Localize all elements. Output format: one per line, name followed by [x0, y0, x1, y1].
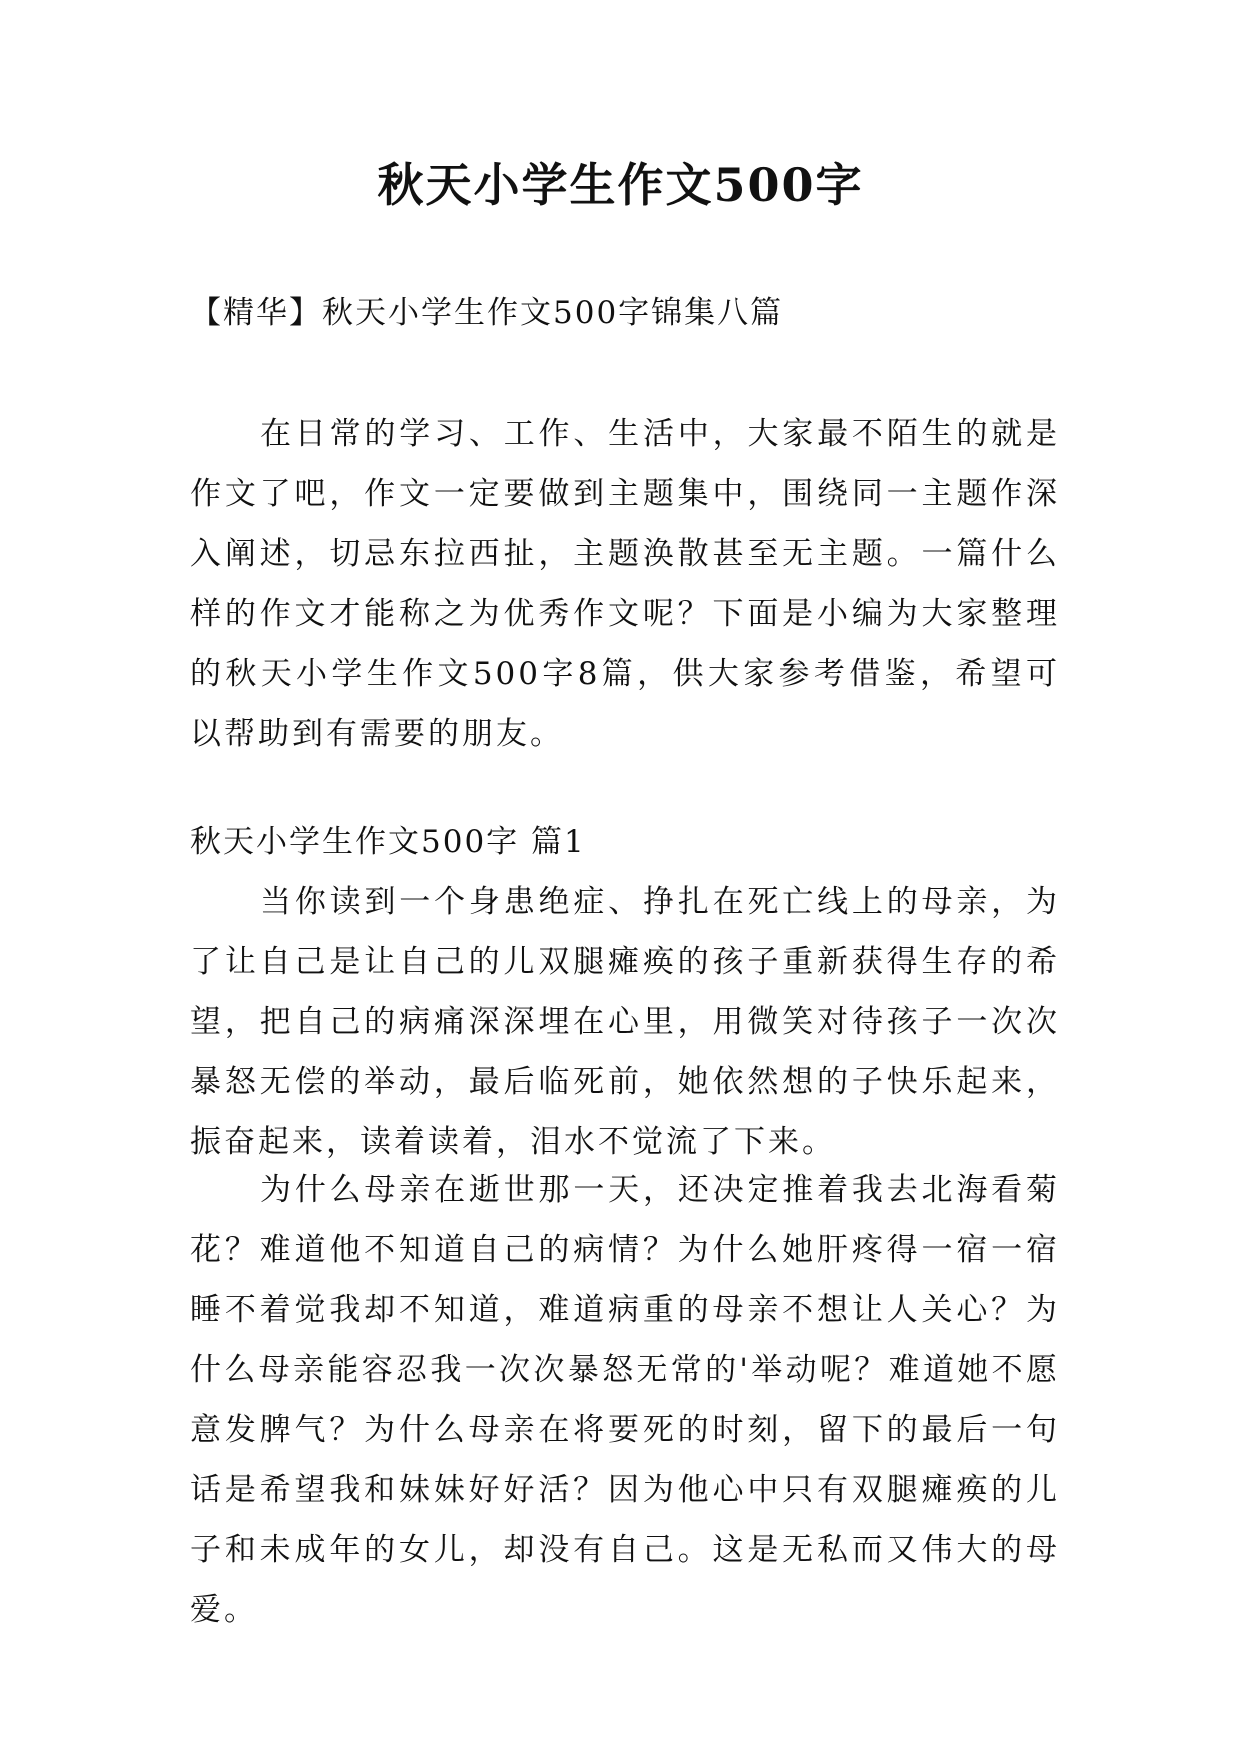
page-title: 秋天小学生作文500字 — [377, 158, 864, 212]
body-paragraph-1: 当你读到一个身患绝症、挣扎在死亡线上的母亲，为了让自己是让自己的儿双腿瘫痪的孩子重新获得生存的希望，把自己的病痛深深埋在心里，用微笑对待孩子一次次暴怒无偿的举动，最后临死前，她依然想的子快乐起来，振奋起来，读着读着，泪水不觉流了下来。 — [190, 884, 1060, 1160]
document-subtitle: 【精华】秋天小学生作文500字锦集八篇 — [190, 295, 784, 331]
body-paragraph-2: 为什么母亲在逝世那一天，还决定推着我去北海看菊花？难道他不知道自己的病情？为什么她肝疼得一宿一宿睡不着觉我却不知道，难道病重的母亲不想让人关心？为什么母亲能容忍我一次次暴怒无常的'举动呢？难道她不愿意发脾气？为什么母亲在将要死的时刻，留下的最后一句话是希望我和妹妹好好活？因为他心中只有双腿瘫痪的儿子和未成年的女儿，却没有自己。这是无私而又伟大的母爱。 — [190, 1172, 1060, 1628]
intro-paragraph: 在日常的学习、工作、生活中，大家最不陌生的就是作文了吧，作文一定要做到主题集中，围绕同一主题作深入阐述，切忌东拉西扯，主题涣散甚至无主题。一篇什么样的作文才能称之为优秀作文呢？下面是小编为大家整理的秋天小学生作文500字8篇，供大家参考借鉴，希望可以帮助到有需要的朋友。 — [190, 416, 1060, 752]
section-heading: 秋天小学生作文500字 篇1 — [190, 824, 586, 860]
